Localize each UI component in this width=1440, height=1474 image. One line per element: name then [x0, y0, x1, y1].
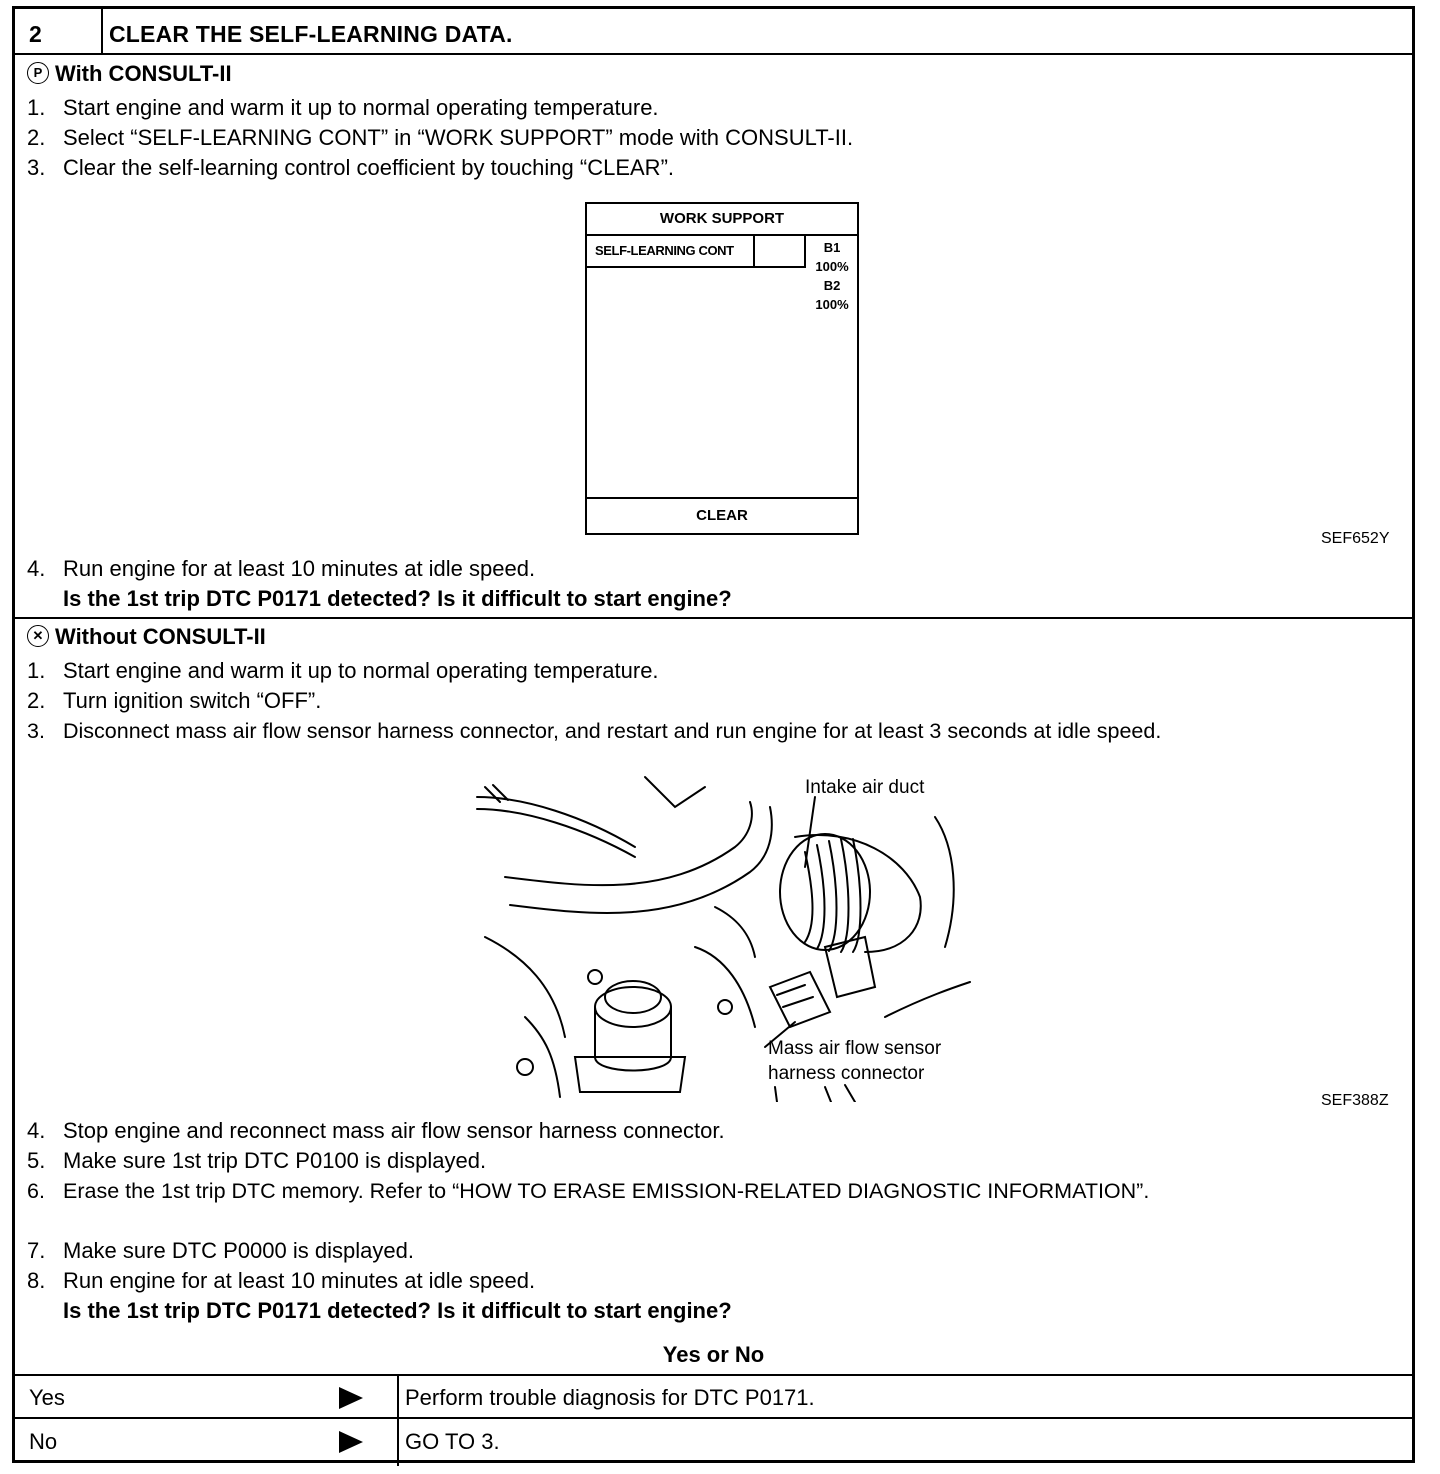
arrow-right-icon	[339, 1387, 363, 1409]
answer-no: No	[29, 1429, 58, 1454]
header-divider	[101, 9, 103, 53]
answer-yes: Yes	[29, 1385, 65, 1410]
maf-connector-label: harness connector	[768, 1063, 925, 1084]
result-divider	[397, 1374, 399, 1466]
list-item: 6. Erase the 1st trip DTC memory. Refer to “HOW TO ERASE EMISSION-RELATED DIAGNOSTIC INFORMATION”.	[27, 1179, 1150, 1203]
list-item: 2. Select “SELF-LEARNING CONT” in “WORK SUPPORT” mode with CONSULT-II.	[27, 125, 854, 150]
b1-value: 100%	[815, 259, 849, 274]
procedure-table	[12, 6, 1415, 1463]
list-item: 5. Make sure 1st trip DTC P0100 is displayed.	[27, 1148, 487, 1173]
work-support-screen	[585, 202, 859, 535]
value-box	[755, 234, 806, 268]
list-item: 4. Stop engine and reconnect mass air flow sensor harness connector.	[27, 1118, 725, 1143]
result-rule	[15, 1374, 1412, 1376]
without-consult-heading: ✕ Without CONSULT-II	[27, 624, 266, 650]
no-tool-icon: ✕	[27, 625, 49, 647]
list-item: 7. Make sure DTC P0000 is displayed.	[27, 1238, 414, 1263]
arrow-right-icon	[339, 1431, 363, 1453]
list-item: 3. Clear the self-learning control coefficient by touching “CLEAR”.	[27, 155, 675, 180]
b2-label: B2	[823, 278, 841, 293]
action-no: GO TO 3.	[405, 1429, 500, 1454]
list-item: 2. Turn ignition switch “OFF”.	[27, 688, 322, 713]
self-learning-cont-item: SELF-LEARNING CONT	[587, 234, 755, 268]
intake-air-duct-label: Intake air duct	[805, 777, 925, 798]
list-item: 4. Run engine for at least 10 minutes at idle speed.	[27, 556, 536, 581]
section-rule	[15, 617, 1412, 619]
b2-value: 100%	[815, 297, 849, 312]
list-item: 1. Start engine and warm it up to normal operating temperature.	[27, 658, 659, 683]
list-item: 3. Disconnect mass air flow sensor harness connector, and restart and run engine for at least 3 seconds at idle speed.	[27, 719, 1162, 743]
with-consult-heading: P With CONSULT-II	[27, 61, 232, 87]
header-rule	[15, 53, 1412, 55]
engine-bay-figure	[465, 757, 975, 1102]
maf-sensor-label: Mass air flow sensor	[768, 1038, 942, 1059]
result-row-rule	[15, 1417, 1412, 1419]
question: Is the 1st trip DTC P0171 detected? Is it difficult to start engine?	[63, 1298, 732, 1323]
step-number: 2	[29, 21, 42, 47]
figure-code: SEF388Z	[1321, 1092, 1389, 1109]
work-support-title: WORK SUPPORT	[587, 204, 857, 236]
b1-label: B1	[823, 240, 841, 255]
question: Is the 1st trip DTC P0171 detected? Is it difficult to start engine?	[63, 586, 732, 611]
step-title: CLEAR THE SELF-LEARNING DATA.	[109, 21, 513, 47]
list-item: 1. Start engine and warm it up to normal operating temperature.	[27, 95, 659, 120]
list-item: 8. Run engine for at least 10 minutes at idle speed.	[27, 1268, 536, 1293]
action-yes: Perform trouble diagnosis for DTC P0171.	[405, 1385, 815, 1410]
figure-code: SEF652Y	[1321, 530, 1390, 547]
consult-tool-icon: P	[27, 62, 49, 84]
clear-button: CLEAR	[587, 497, 857, 533]
yes-no-prompt: Yes or No	[662, 1342, 765, 1367]
